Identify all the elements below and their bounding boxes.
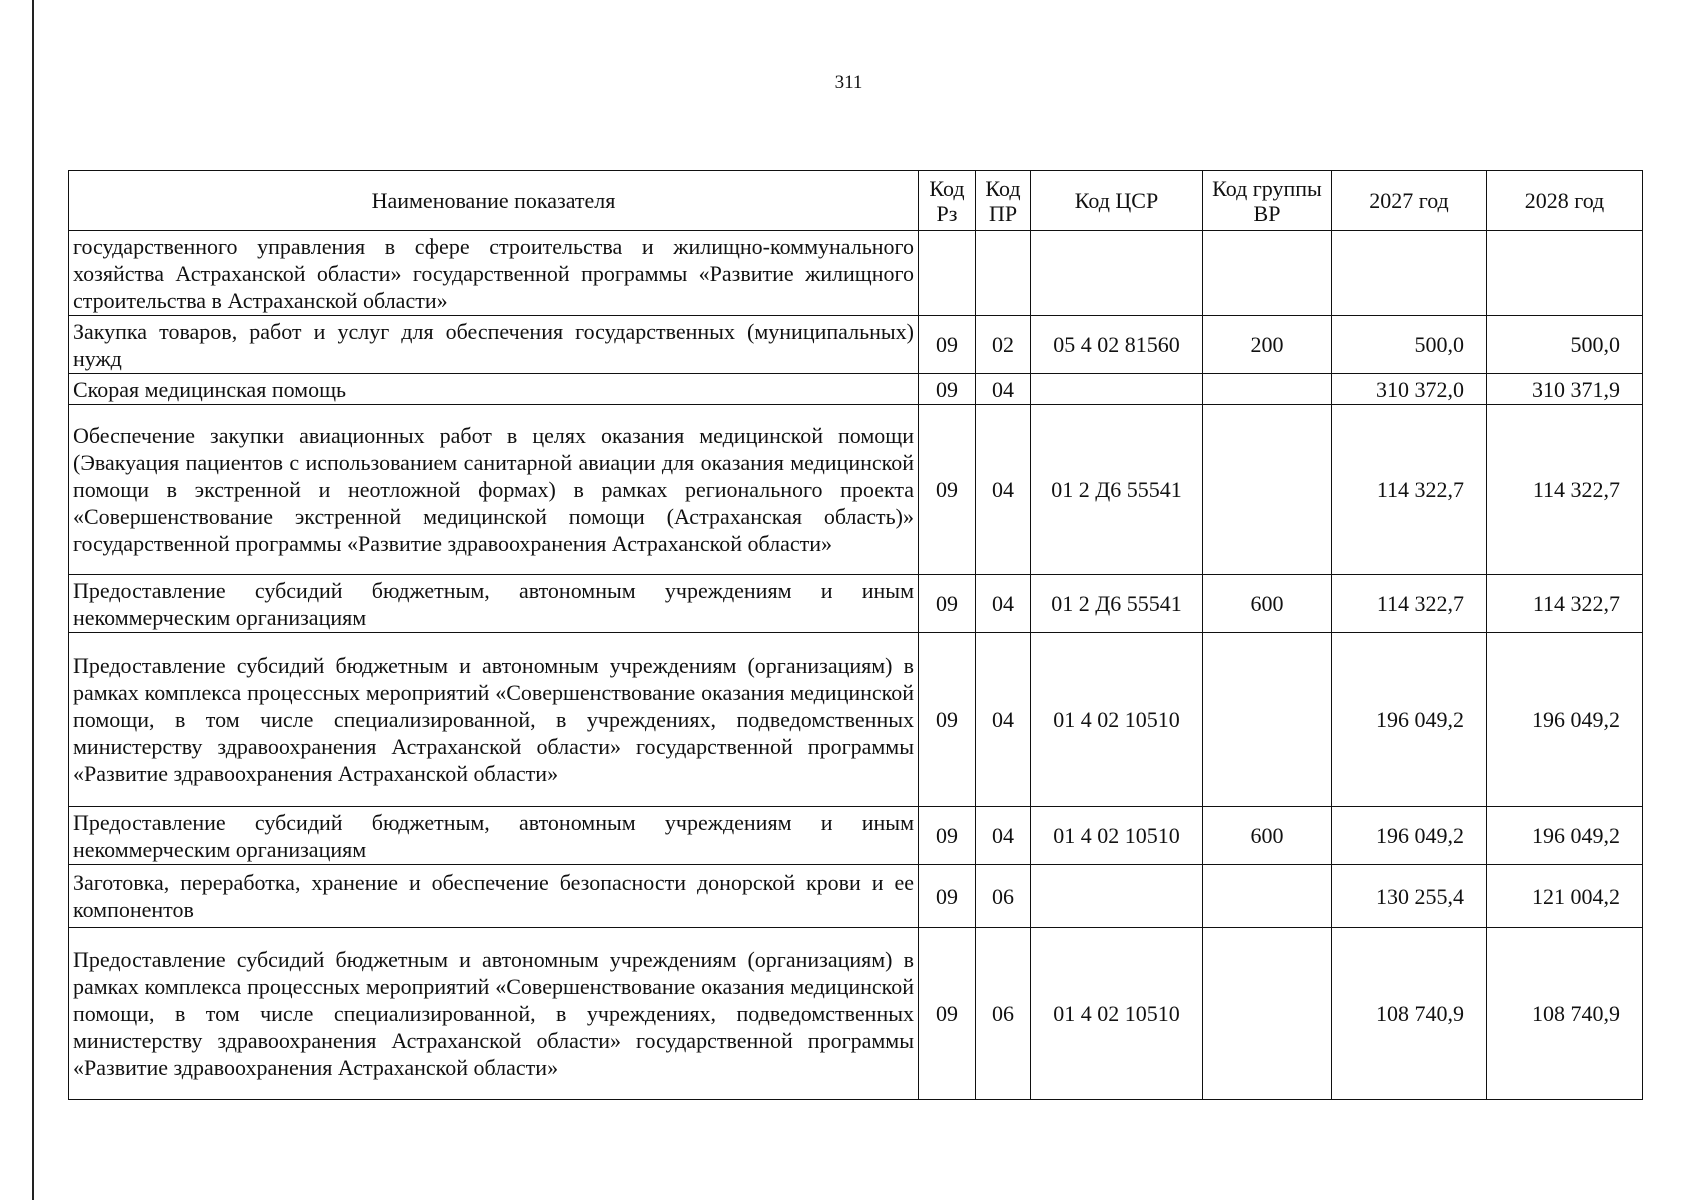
row-rz: 09 [919,575,976,633]
row-2028: 121 004,2 [1487,865,1643,928]
row-vr [1203,928,1332,1100]
row-rz: 09 [919,928,976,1100]
row-rz [919,231,976,316]
budget-table [68,170,1643,1100]
row-rz: 09 [919,374,976,405]
row-2028: 108 740,9 [1487,928,1643,1100]
header-2027: 2027 год [1332,171,1487,231]
row-pr: 06 [976,865,1031,928]
row-pr: 06 [976,928,1031,1100]
row-rz: 09 [919,316,976,374]
row-pr: 04 [976,575,1031,633]
row-name: Скорая медицинская помощь [69,374,919,405]
table-row [69,374,1643,405]
row-2027: 310 372,0 [1332,374,1487,405]
row-vr: 600 [1203,807,1332,865]
table-row [69,405,1643,575]
row-csr: 01 4 02 10510 [1031,633,1203,807]
row-rz: 09 [919,405,976,575]
row-2028: 500,0 [1487,316,1643,374]
binding-edge-line [32,0,34,1200]
row-csr: 01 2 Д6 55541 [1031,575,1203,633]
row-vr [1203,405,1332,575]
row-2028: 114 322,7 [1487,575,1643,633]
row-name: Предоставление субсидий бюджетным и автономным учреждениям (организациям) в рамках комплекса процессных мероприятий «Совершенствование оказания медицинской помощи, в том числе специализированной, в учреждениях, подведомственных министерству здравоохранения Астраханской области» государственной программы «Развитие здравоохранения Астраханской области» [69,633,919,807]
row-csr [1031,231,1203,316]
row-vr [1203,231,1332,316]
row-2027: 196 049,2 [1332,807,1487,865]
row-vr [1203,865,1332,928]
row-name: Предоставление субсидий бюджетным, автономным учреждениям и иным некоммерческим организациям [69,807,919,865]
row-pr: 04 [976,374,1031,405]
row-2027: 500,0 [1332,316,1487,374]
row-name: Заготовка, переработка, хранение и обеспечение безопасности донорской крови и ее компонентов [69,865,919,928]
row-2027: 114 322,7 [1332,575,1487,633]
row-csr: 01 2 Д6 55541 [1031,405,1203,575]
row-rz: 09 [919,633,976,807]
row-name: Предоставление субсидий бюджетным и автономным учреждениям (организациям) в рамках комплекса процессных мероприятий «Совершенствование оказания медицинской помощи, в том числе специализированной, в учреждениях, подведомственных министерству здравоохранения Астраханской области» государственной программы «Развитие здравоохранения Астраханской области» [69,928,919,1100]
row-csr: 05 4 02 81560 [1031,316,1203,374]
row-name: Обеспечение закупки авиационных работ в целях оказания медицинской помощи (Эвакуация пациентов с использованием санитарной авиации для оказания медицинской помощи в экстренной и неотложной формах) в рамках регионального проекта «Совершенствование экстренной медицинской помощи (Астраханская область)» государственной программы «Развитие здравоохранения Астраханской области» [69,405,919,575]
row-vr: 600 [1203,575,1332,633]
table-row [69,807,1643,865]
row-2027: 196 049,2 [1332,633,1487,807]
header-pr: Код ПР [976,171,1031,231]
row-pr: 04 [976,405,1031,575]
row-pr: 02 [976,316,1031,374]
row-2028: 196 049,2 [1487,807,1643,865]
row-name: Предоставление субсидий бюджетным, автономным учреждениям и иным некоммерческим организациям [69,575,919,633]
row-csr: 01 4 02 10510 [1031,928,1203,1100]
row-2027: 114 322,7 [1332,405,1487,575]
row-csr [1031,865,1203,928]
header-name: Наименование показателя [69,171,919,231]
row-vr [1203,374,1332,405]
row-name: Закупка товаров, работ и услуг для обеспечения государственных (муниципальных) нужд [69,316,919,374]
table-row [69,316,1643,374]
header-csr: Код ЦСР [1031,171,1203,231]
table-row [69,865,1643,928]
row-2027: 130 255,4 [1332,865,1487,928]
row-csr: 01 4 02 10510 [1031,807,1203,865]
row-pr [976,231,1031,316]
header-rz: Код Рз [919,171,976,231]
row-csr [1031,374,1203,405]
row-vr: 200 [1203,316,1332,374]
page-number: 311 [834,72,863,93]
row-2027: 108 740,9 [1332,928,1487,1100]
row-2028 [1487,231,1643,316]
row-2028: 196 049,2 [1487,633,1643,807]
row-rz: 09 [919,865,976,928]
row-pr: 04 [976,633,1031,807]
row-name: государственного управления в сфере строительства и жилищно-коммунального хозяйства Астраханской области» государственной программы «Развитие жилищного строительства в Астраханской области» [69,231,919,316]
row-vr [1203,633,1332,807]
row-2027 [1332,231,1487,316]
row-rz: 09 [919,807,976,865]
row-2028: 114 322,7 [1487,405,1643,575]
table-row [69,575,1643,633]
table-header-row [69,171,1643,231]
header-vr: Код группы ВР [1203,171,1332,231]
table-row [69,928,1643,1100]
row-pr: 04 [976,807,1031,865]
header-2028: 2028 год [1487,171,1643,231]
row-2028: 310 371,9 [1487,374,1643,405]
table-row [69,633,1643,807]
table-row [69,231,1643,316]
